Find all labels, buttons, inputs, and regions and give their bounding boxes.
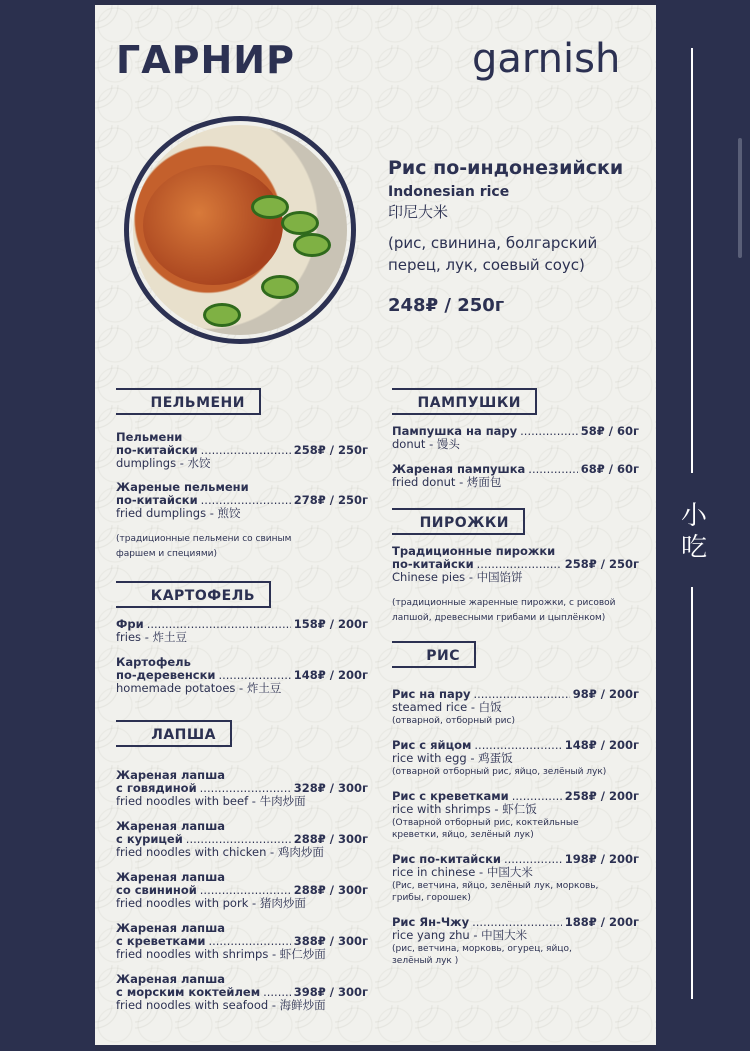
menu-item[interactable]	[392, 853, 639, 904]
section-header-rice	[392, 641, 476, 671]
item-name: Рис с яйцом	[392, 738, 472, 752]
featured-dish-image	[124, 116, 356, 344]
section-header-pelmeni	[116, 388, 261, 418]
menu-item[interactable]	[116, 871, 368, 910]
featured-dish-name-cn: 印尼大米	[388, 203, 449, 221]
fried-rice-plate-icon	[133, 125, 347, 335]
featured-dish-description: (рис, свинина, болгарский перец, лук, соевый соус)	[388, 234, 598, 274]
section-underline	[116, 413, 261, 415]
item-subtitle: fried noodles with chicken - 鸡肉炒面	[116, 845, 324, 859]
item-price: 68₽ / 60г	[580, 462, 639, 476]
item-price: 158₽ / 200г	[293, 617, 368, 631]
item-price: 148₽ / 200г	[293, 668, 368, 682]
item-note: (Рис, ветчина, яйцо, зелёный лук, морковь, грибы, горошек)	[392, 881, 599, 903]
item-price: 98₽ / 200г	[572, 687, 639, 701]
item-name: с креветками	[116, 934, 206, 948]
item-subtitle: donut - 馒头	[392, 437, 460, 451]
section-header-noodles	[116, 720, 232, 750]
item-subtitle: fried noodles with shrimps - 虾仁炒面	[116, 947, 326, 961]
menu-item[interactable]	[392, 739, 639, 778]
item-name: с курицей	[116, 832, 183, 846]
section-underline	[116, 745, 232, 747]
item-price: 258₽ / 250г	[293, 443, 368, 457]
side-divider-top	[691, 48, 693, 473]
item-name: Жареная лапша	[116, 972, 226, 986]
menu-item[interactable]	[392, 688, 639, 727]
item-name: по-китайски	[116, 443, 198, 457]
item-price: 148₽ / 200г	[564, 738, 639, 752]
item-price: 258₽ / 250г	[564, 557, 639, 571]
item-price: 288₽ / 300г	[293, 832, 368, 846]
featured-dish-name-en: Indonesian rice	[388, 184, 510, 200]
item-note: (рис, ветчина, морковь, огурец, яйцо, зелёный лук )	[392, 944, 572, 966]
section-title: ПЕЛЬМЕНИ	[116, 388, 261, 415]
menu-item[interactable]	[392, 916, 639, 967]
item-price: 58₽ / 60г	[580, 424, 639, 438]
item-name: Рис по-китайски	[392, 852, 501, 866]
item-name: Жареные пельмени	[116, 480, 249, 494]
item-subtitle: dumplings - 水饺	[116, 456, 211, 470]
item-price: 278₽ / 250г	[293, 493, 368, 507]
item-name: по-деревенски	[116, 668, 216, 682]
left-border-band	[0, 0, 95, 1051]
item-name: по-китайски	[116, 493, 198, 507]
menu-item[interactable]	[392, 463, 639, 489]
section-header-potato	[116, 581, 271, 611]
featured-dish-name-ru: Рис по-индонезийски	[388, 157, 624, 179]
item-subtitle: fries - 炸土豆	[116, 630, 187, 644]
section-title: ПАМПУШКИ	[392, 388, 537, 415]
item-price: 288₽ / 300г	[293, 883, 368, 897]
menu-item[interactable]	[116, 820, 368, 859]
item-name: Жареная лапша	[116, 870, 226, 884]
item-note: (традиционные жаренные пирожки, с рисовой лапшой, древесными грибами и цыплёнком)	[392, 598, 616, 623]
menu-item[interactable]	[392, 425, 639, 451]
item-name: Жареная лапша	[116, 768, 226, 782]
section-underline	[392, 413, 537, 415]
section-title: ПИРОЖКИ	[392, 508, 525, 535]
item-name: Пельмени	[116, 430, 183, 444]
cucumber-slice	[203, 303, 241, 327]
menu-item[interactable]	[116, 922, 368, 961]
item-price: 188₽ / 200г	[564, 915, 639, 929]
menu-item[interactable]	[116, 618, 368, 644]
item-name: со свининой	[116, 883, 197, 897]
item-note: (традиционные пельмени со свиным фаршем и специями)	[116, 534, 292, 559]
section-header-pirozhki	[392, 508, 525, 538]
item-name: Жареная лапша	[116, 921, 226, 935]
item-subtitle: fried noodles with pork - 猪肉炒面	[116, 896, 306, 910]
item-note: (отварной, отборный рис)	[392, 716, 515, 726]
page-title-en: garnish	[472, 36, 621, 82]
item-subtitle: rice yang zhu - 中国大米	[392, 928, 528, 942]
section-underline	[116, 606, 271, 608]
cucumber-slice	[281, 211, 319, 235]
section-header-pampushki	[392, 388, 537, 418]
item-name: Рис Ян-Чжу	[392, 915, 470, 929]
item-price: 198₽ / 200г	[564, 852, 639, 866]
item-subtitle: rice with egg - 鸡蛋饭	[392, 751, 513, 765]
menu-item[interactable]	[116, 431, 368, 470]
menu-item[interactable]	[116, 481, 368, 520]
page-title-ru: ГАРНИР	[116, 38, 295, 82]
item-note: (Отварной отборный рис, коктейльные креветки, яйцо, зелёный лук)	[392, 818, 579, 840]
item-note: (отварной отборный рис, яйцо, зелёный лук)	[392, 767, 607, 777]
section-underline	[392, 666, 476, 668]
section-title: РИС	[392, 641, 476, 668]
item-name: Пампушка на пару	[392, 424, 518, 438]
menu-item[interactable]	[392, 545, 639, 584]
item-name: Традиционные пирожки	[392, 544, 556, 558]
menu-item[interactable]	[116, 973, 368, 1012]
side-divider-bottom	[691, 587, 693, 999]
item-name: Рис с креветками	[392, 789, 509, 803]
scrollbar-thumb[interactable]	[738, 138, 742, 258]
item-name: Фри	[116, 617, 144, 631]
item-name: с говядиной	[116, 781, 197, 795]
rice-mound	[143, 165, 283, 285]
item-subtitle: homemade potatoes - 炸土豆	[116, 681, 282, 695]
item-subtitle: fried dumplings - 煎饺	[116, 506, 241, 520]
item-name: с морским коктейлем	[116, 985, 261, 999]
item-name: Жареная лапша	[116, 819, 226, 833]
cucumber-slice	[293, 233, 331, 257]
featured-dish-price: 248₽ / 250г	[388, 295, 505, 316]
item-price: 258₽ / 200г	[564, 789, 639, 803]
section-underline	[392, 533, 525, 535]
item-name: по-китайски	[392, 557, 474, 571]
section-title: КАРТОФЕЛЬ	[116, 581, 271, 608]
item-price: 398₽ / 300г	[293, 985, 368, 999]
item-subtitle: fried donut - 烤面包	[392, 475, 502, 489]
menu-item[interactable]	[392, 790, 639, 841]
item-price: 388₽ / 300г	[293, 934, 368, 948]
menu-item[interactable]	[116, 769, 368, 808]
item-name: Жареная пампушка	[392, 462, 526, 476]
menu-item[interactable]	[116, 656, 368, 695]
item-subtitle: rice with shrimps - 虾仁饭	[392, 802, 537, 816]
item-subtitle: Chinese pies - 中国馅饼	[392, 570, 523, 584]
item-price: 328₽ / 300г	[293, 781, 368, 795]
section-title: ЛАПША	[116, 720, 232, 747]
item-subtitle: fried noodles with beef - 牛肉炒面	[116, 794, 306, 808]
side-chinese-text: 小吃	[676, 500, 707, 565]
item-subtitle: steamed rice - 白饭	[392, 700, 502, 714]
item-name: Картофель	[116, 655, 191, 669]
item-name: Рис на пару	[392, 687, 471, 701]
cucumber-slice	[261, 275, 299, 299]
item-subtitle: fried noodles with seafood - 海鲜炒面	[116, 998, 326, 1012]
item-subtitle: rice in chinese - 中国大米	[392, 865, 533, 879]
